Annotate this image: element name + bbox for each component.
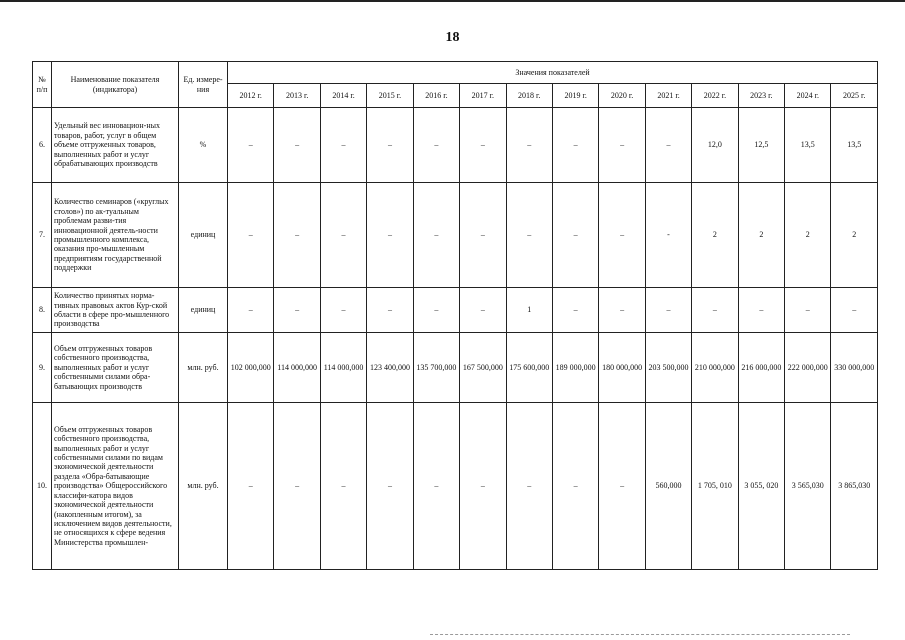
table-row bbox=[33, 108, 878, 183]
value-cell: 2 bbox=[785, 183, 831, 288]
value-cell: 12,0 bbox=[692, 108, 738, 183]
header-name: Наименование показателя (индикатора) bbox=[52, 62, 179, 108]
year-header-cell: 2018 г. bbox=[506, 84, 552, 108]
table-row bbox=[33, 288, 878, 333]
row-number: 8. bbox=[33, 288, 52, 333]
indicator-name: Объем отгруженных товаров собственного производства, выполненных работ и услуг собственными силами обра-батывающих производств bbox=[52, 333, 179, 403]
value-cell: – bbox=[785, 288, 831, 333]
value-cell: – bbox=[506, 403, 552, 570]
value-cell: 2 bbox=[738, 183, 784, 288]
value-cell: – bbox=[413, 108, 459, 183]
value-cell: – bbox=[599, 288, 645, 333]
value-cell: – bbox=[274, 183, 320, 288]
value-cell: 203 500,000 bbox=[645, 333, 691, 403]
value-cell: 12,5 bbox=[738, 108, 784, 183]
value-cell: – bbox=[228, 108, 274, 183]
table-row bbox=[33, 183, 878, 288]
indicator-name: Удельный вес инновацион-ных товаров, работ, услуг в общем объеме отгруженных товаров, выполненных работ и услуг обрабатывающих производств bbox=[52, 108, 179, 183]
value-cell: 180 000,000 bbox=[599, 333, 645, 403]
table-header bbox=[33, 62, 878, 108]
value-cell: – bbox=[367, 403, 413, 570]
value-cell: 2 bbox=[831, 183, 878, 288]
value-cell: 114 000,000 bbox=[320, 333, 366, 403]
value-cell: – bbox=[320, 108, 366, 183]
value-cell: – bbox=[228, 403, 274, 570]
value-cell: – bbox=[274, 288, 320, 333]
unit-cell: млн. руб. bbox=[179, 403, 228, 570]
header-num: № п/п bbox=[33, 62, 52, 108]
row-number: 6. bbox=[33, 108, 52, 183]
year-header-cell: 2020 г. bbox=[599, 84, 645, 108]
value-cell: 1 bbox=[506, 288, 552, 333]
year-header-cell: 2014 г. bbox=[320, 84, 366, 108]
value-cell: – bbox=[645, 288, 691, 333]
header-unit: Ед. измере-ния bbox=[179, 62, 228, 108]
value-cell: 175 600,000 bbox=[506, 333, 552, 403]
value-cell: – bbox=[552, 183, 598, 288]
indicators-table bbox=[32, 61, 878, 570]
year-header-cell: 2023 г. bbox=[738, 84, 784, 108]
value-cell: – bbox=[599, 108, 645, 183]
table-row bbox=[33, 333, 878, 403]
value-cell: – bbox=[460, 108, 506, 183]
value-cell: – bbox=[460, 403, 506, 570]
top-border-line bbox=[0, 0, 905, 2]
value-cell: – bbox=[460, 183, 506, 288]
indicator-name: Количество семинаров («круглых столов») по ак-туальным проблемам разви-тия инновационной деятель-ности промышленного комплекса, оказания про-мышленным предприятиям государственной поддержки bbox=[52, 183, 179, 288]
year-header-cell: 2021 г. bbox=[645, 84, 691, 108]
year-header-cell: 2015 г. bbox=[367, 84, 413, 108]
value-cell: – bbox=[692, 288, 738, 333]
indicator-name: Количество принятых норма-тивных правовых актов Кур-ской области в сфере про-мышленного производства bbox=[52, 288, 179, 333]
value-cell: – bbox=[274, 403, 320, 570]
value-cell: 560,000 bbox=[645, 403, 691, 570]
indicator-name: Объем отгруженных товаров собственного производства, выполненных работ и услуг собственными силами по видам экономической деятельности раздела «Обра-батывающие производства» Общероссийского классифи-катора видов экономической деятельности (накопленным итогом), за исключением видов деятельности, не относящихся к сфере ведения Министерства промышлен- bbox=[52, 403, 179, 570]
value-cell: 2 bbox=[692, 183, 738, 288]
row-number: 7. bbox=[33, 183, 52, 288]
table-row bbox=[33, 403, 878, 570]
value-cell: – bbox=[831, 288, 878, 333]
value-cell: – bbox=[367, 183, 413, 288]
row-number: 9. bbox=[33, 333, 52, 403]
value-cell: – bbox=[320, 183, 366, 288]
unit-cell: единиц bbox=[179, 183, 228, 288]
value-cell: 102 000,000 bbox=[228, 333, 274, 403]
value-cell: – bbox=[228, 288, 274, 333]
year-header-cell: 2016 г. bbox=[413, 84, 459, 108]
value-cell: – bbox=[738, 288, 784, 333]
value-cell: 3 865,030 bbox=[831, 403, 878, 570]
value-cell: – bbox=[367, 288, 413, 333]
value-cell: 3 565,030 bbox=[785, 403, 831, 570]
value-cell: – bbox=[320, 403, 366, 570]
value-cell: 330 000,000 bbox=[831, 333, 878, 403]
year-header-cell: 2012 г. bbox=[228, 84, 274, 108]
value-cell: 3 055, 020 bbox=[738, 403, 784, 570]
unit-cell: млн. руб. bbox=[179, 333, 228, 403]
value-cell: – bbox=[367, 108, 413, 183]
year-header-cell: 2019 г. bbox=[552, 84, 598, 108]
unit-cell: единиц bbox=[179, 288, 228, 333]
value-cell: – bbox=[552, 108, 598, 183]
year-header-cell: 2017 г. bbox=[460, 84, 506, 108]
unit-cell: % bbox=[179, 108, 228, 183]
value-cell: – bbox=[413, 183, 459, 288]
year-header-cell: 2024 г. bbox=[785, 84, 831, 108]
value-cell: – bbox=[320, 288, 366, 333]
value-cell: – bbox=[552, 288, 598, 333]
year-header-cell: 2022 г. bbox=[692, 84, 738, 108]
value-cell: – bbox=[599, 183, 645, 288]
bottom-scan-artifact bbox=[430, 634, 850, 637]
value-cell: 1 705, 010 bbox=[692, 403, 738, 570]
row-number: 10. bbox=[33, 403, 52, 570]
value-cell: – bbox=[413, 403, 459, 570]
value-cell: 123 400,000 bbox=[367, 333, 413, 403]
value-cell: 13,5 bbox=[785, 108, 831, 183]
value-cell: 189 000,000 bbox=[552, 333, 598, 403]
value-cell: - bbox=[645, 183, 691, 288]
value-cell: 114 000,000 bbox=[274, 333, 320, 403]
value-cell: – bbox=[645, 108, 691, 183]
value-cell: – bbox=[552, 403, 598, 570]
value-cell: – bbox=[413, 288, 459, 333]
year-header-cell: 2025 г. bbox=[831, 84, 878, 108]
value-cell: – bbox=[274, 108, 320, 183]
value-cell: 135 700,000 bbox=[413, 333, 459, 403]
table-body bbox=[33, 108, 878, 570]
value-cell: – bbox=[460, 288, 506, 333]
value-cell: – bbox=[599, 403, 645, 570]
header-values: Значения показателей bbox=[228, 62, 878, 84]
year-header-cell: 2013 г. bbox=[274, 84, 320, 108]
value-cell: 210 000,000 bbox=[692, 333, 738, 403]
value-cell: 216 000,000 bbox=[738, 333, 784, 403]
value-cell: – bbox=[506, 108, 552, 183]
value-cell: 13,5 bbox=[831, 108, 878, 183]
page-number: 18 bbox=[445, 30, 460, 45]
value-cell: – bbox=[506, 183, 552, 288]
value-cell: 167 500,000 bbox=[460, 333, 506, 403]
value-cell: 222 000,000 bbox=[785, 333, 831, 403]
value-cell: – bbox=[228, 183, 274, 288]
